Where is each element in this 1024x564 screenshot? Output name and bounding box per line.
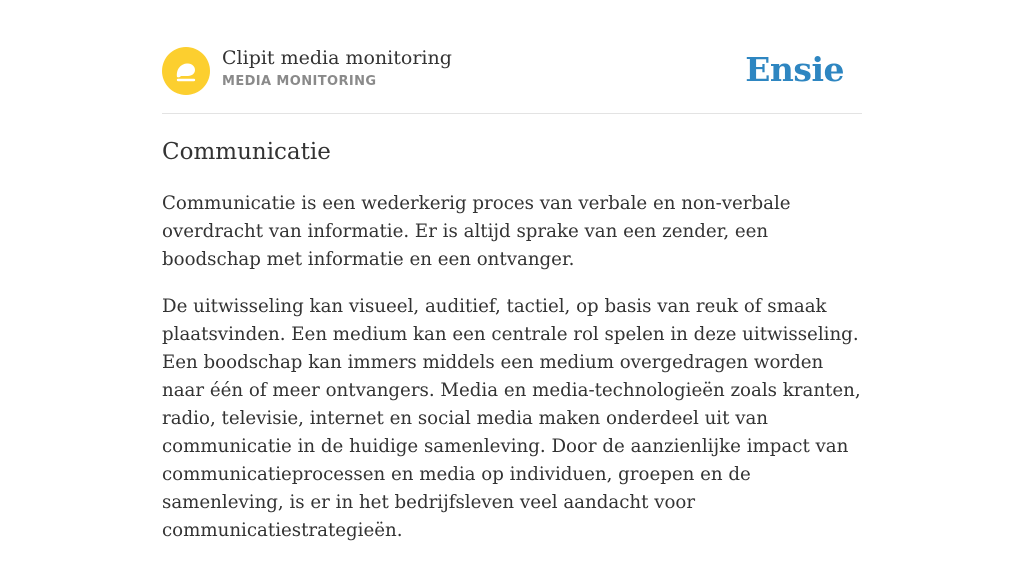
speech-bubble-icon[interactable] [162, 47, 210, 95]
header-divider [162, 113, 862, 114]
site-name[interactable]: Clipit media monitoring [222, 47, 452, 69]
article-body [162, 190, 862, 564]
brand-logo[interactable]: Ensie [745, 50, 844, 89]
paragraph: Communicatie is een wederkerig proces van verbale en non-verbale overdracht van informatie. Er is altijd sprake van een zender, een boodschap met informatie en een ontvanger. [162, 193, 791, 270]
site-header [162, 46, 862, 96]
page-title: Communicatie [162, 139, 331, 165]
paragraph: De uitwisseling kan visueel, auditief, tactiel, op basis van reuk of smaak plaatsvinden. Een medium kan een centrale rol spelen in deze uitwisseling. Een boodschap kan immers middels een medium overgedragen worden naar één of meer ontvangers. Media en media-technologieën zoals kranten, radio, televisie, internet en social media maken onderdeel uit van communicatie in de huidige samenleving. Door de aanzienlijke impact van communicatieprocessen en media op individuen, groepen en de samenleving, is er in het bedrijfsleven veel aandacht voor communicatiestrategieën. [162, 296, 861, 541]
site-subtitle: MEDIA MONITORING [222, 74, 377, 89]
